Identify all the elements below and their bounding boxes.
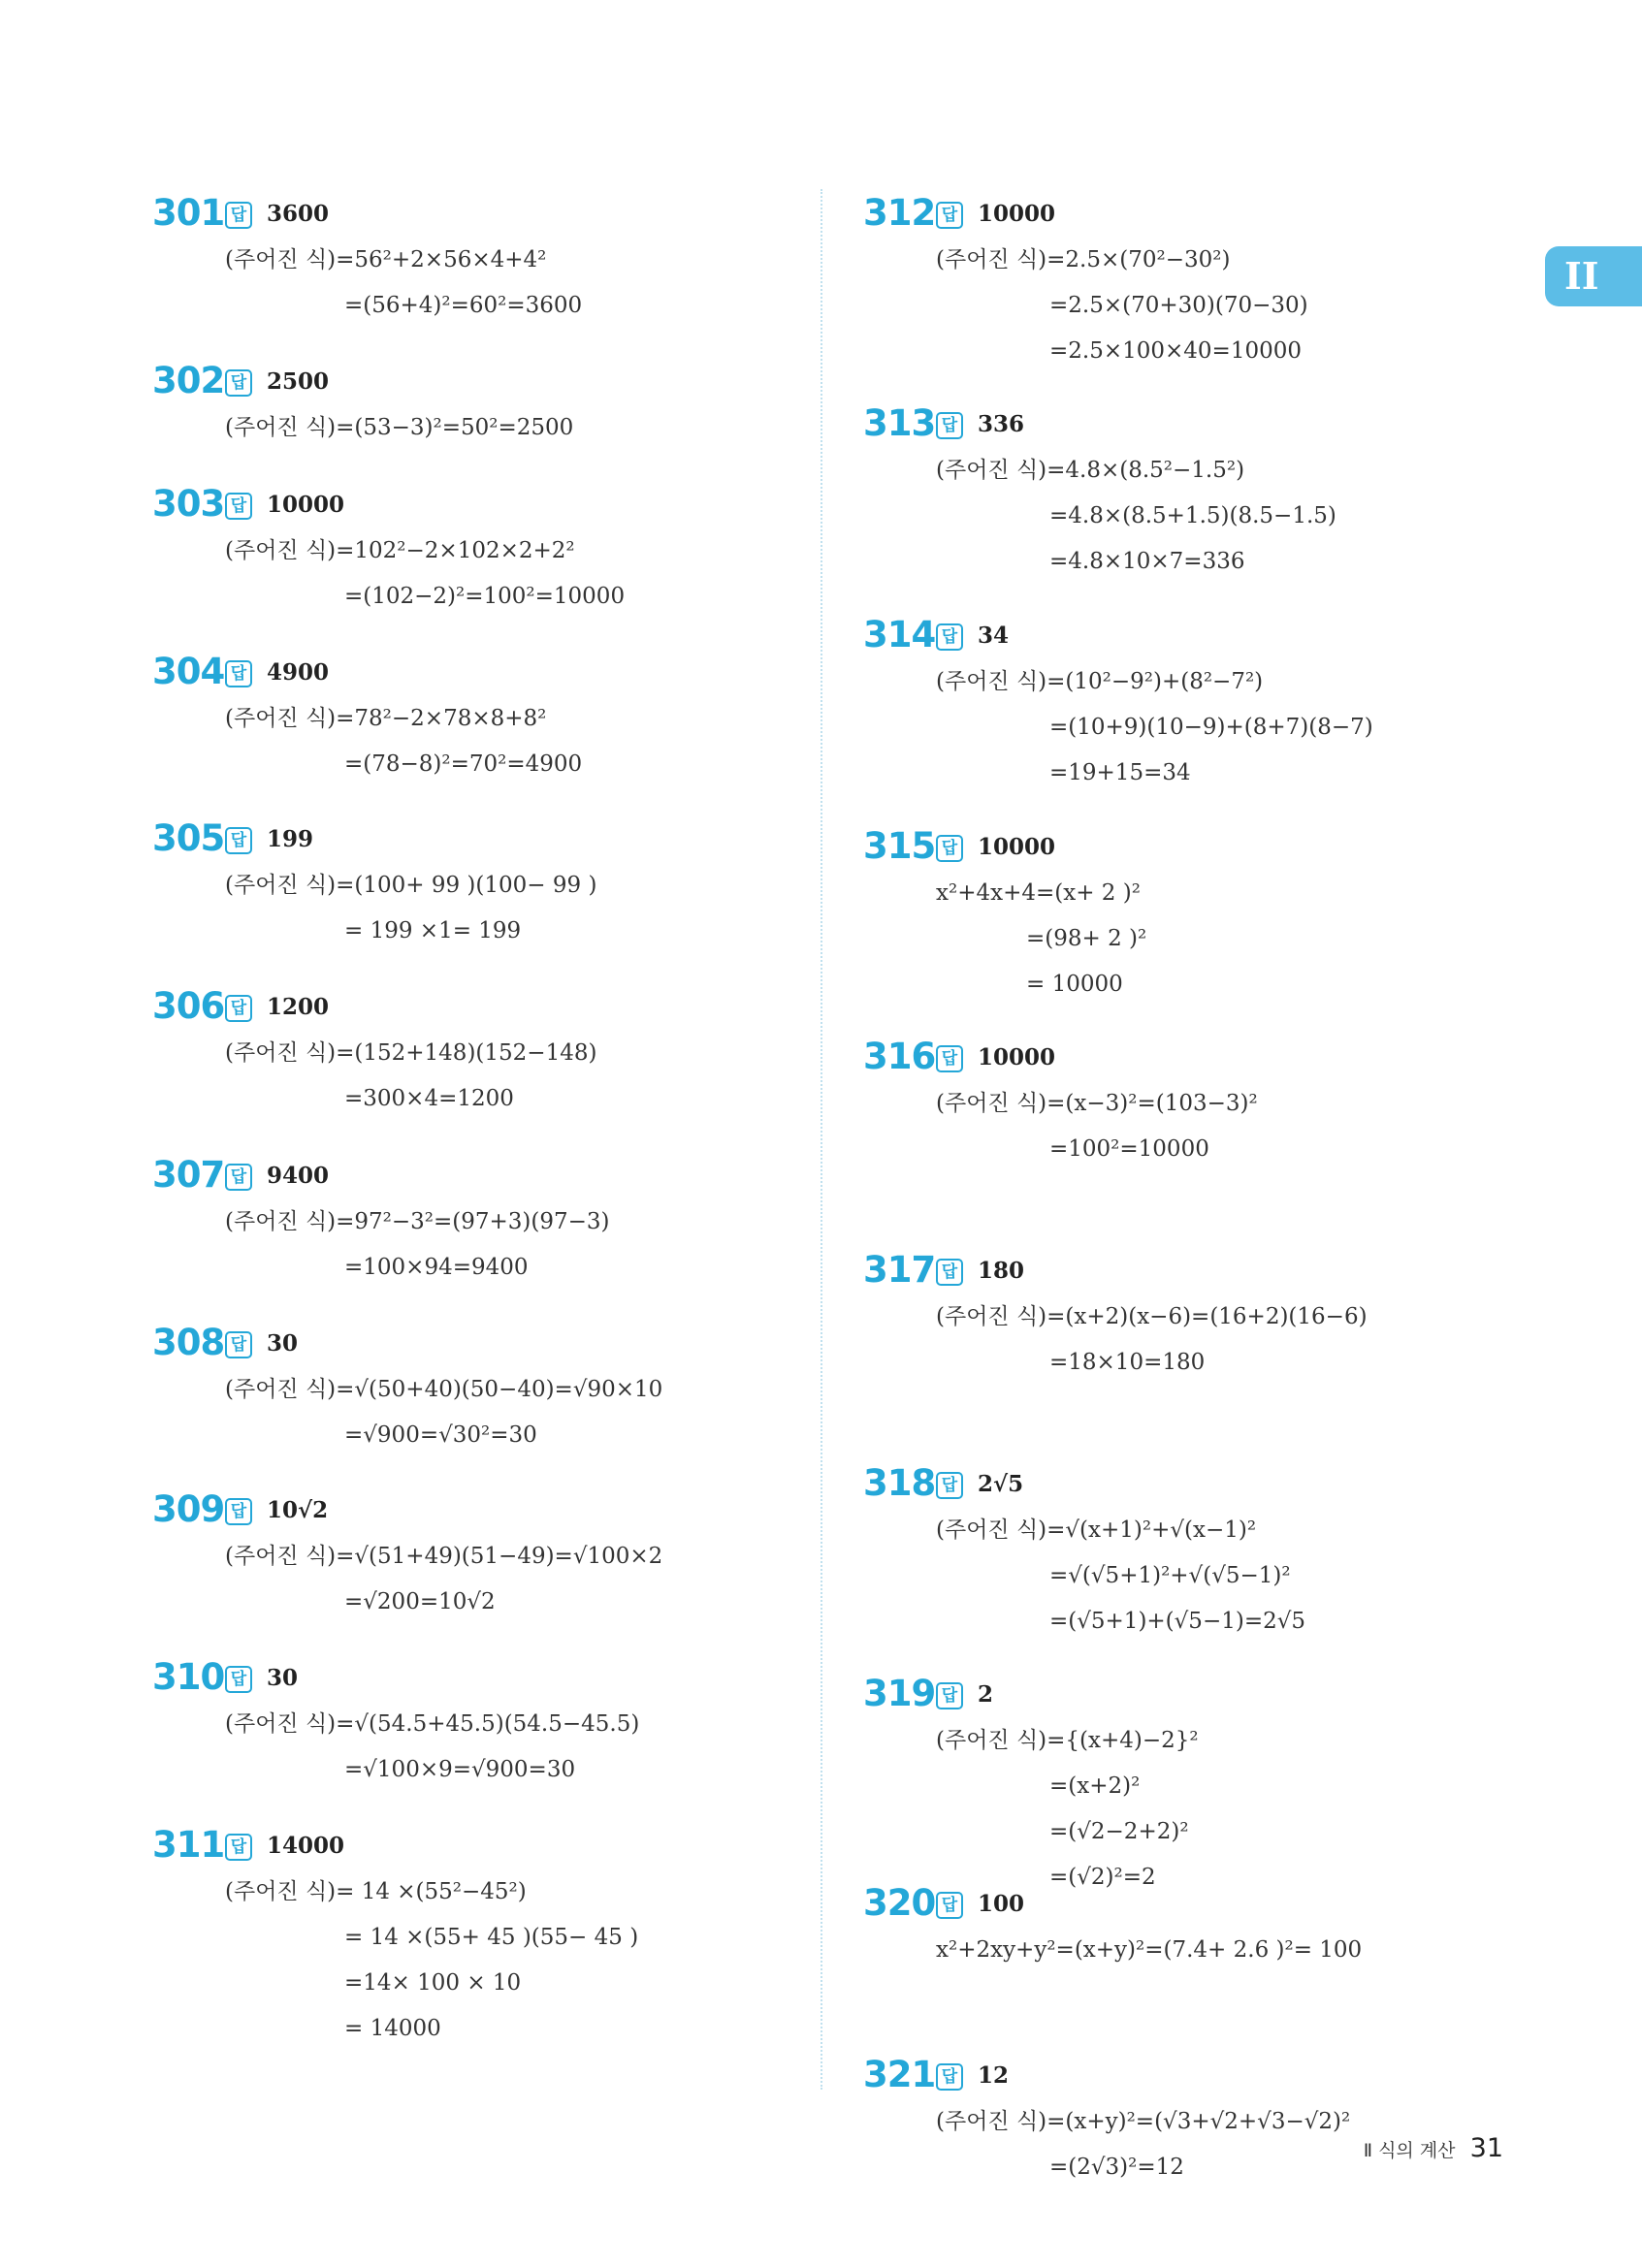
solution-line: =2.5×(70+30)(70−30)	[1049, 293, 1308, 318]
answer-value: 30	[267, 1330, 299, 1357]
chapter-tab: II	[1545, 246, 1642, 306]
solution-line: (주어진 식)=4.8×(8.5²−1.5²)	[936, 458, 1245, 483]
answer-value: 9400	[267, 1163, 330, 1189]
solution-line: (주어진 식)=(x+2)(x−6)=(16+2)(16−6)	[936, 1304, 1368, 1329]
solution-line: =18×10=180	[1049, 1350, 1206, 1375]
solution-line: x²+2xy+y²=(x+y)²=(7.4+ 2.6 )²= 100	[936, 1937, 1363, 1963]
answer-badge-icon: 답	[225, 660, 252, 687]
problem-number: 316	[863, 1036, 936, 1077]
solution-line: =14× 100 × 10	[344, 1970, 522, 1996]
solution-line: =√100×9=√900=30	[344, 1757, 576, 1782]
answer-value: 180	[978, 1258, 1025, 1284]
problem-number: 307	[152, 1154, 225, 1196]
solution-line: (주어진 식)=√(50+40)(50−40)=√90×10	[225, 1377, 663, 1402]
solution-line: (주어진 식)=√(54.5+45.5)(54.5−45.5)	[225, 1711, 640, 1737]
solution-line: =(10+9)(10−9)+(8+7)(8−7)	[1049, 715, 1373, 740]
answer-value: 4900	[267, 659, 330, 686]
solution-line: =(x+2)²	[1049, 1773, 1141, 1799]
solution-line: =(78−8)²=70²=4900	[344, 751, 583, 777]
solution-line: =(98+ 2 )²	[1026, 926, 1147, 951]
solution-line: (주어진 식)=(100+ 99 )(100− 99 )	[225, 873, 597, 898]
page-footer	[1364, 2133, 1503, 2163]
solution-line: (주어진 식)=97²−3²=(97+3)(97−3)	[225, 1209, 610, 1234]
answer-value: 2√5	[978, 1471, 1024, 1497]
answer-badge-icon: 답	[936, 202, 963, 229]
problem-number: 308	[152, 1322, 225, 1363]
solution-line: = 199 ×1= 199	[344, 918, 522, 943]
answer-value: 2	[978, 1681, 994, 1708]
answer-badge-icon: 답	[225, 369, 252, 397]
answer-badge-icon: 답	[225, 1666, 252, 1693]
problem-number: 310	[152, 1656, 225, 1698]
problem-number: 315	[863, 825, 936, 867]
solution-line: =(102−2)²=100²=10000	[344, 584, 626, 609]
problem-number: 306	[152, 985, 225, 1027]
answer-value: 10000	[978, 834, 1056, 860]
solution-line: =√(√5+1)²+√(√5−1)²	[1049, 1563, 1291, 1588]
footer-section: Ⅱ 식의 계산	[1363, 2140, 1456, 2161]
solution-line: (주어진 식)=(x−3)²=(103−3)²	[936, 1091, 1258, 1116]
problem-number: 312	[863, 192, 936, 234]
answer-value: 1200	[267, 994, 330, 1020]
problem-number: 314	[863, 614, 936, 655]
solution-line: (주어진 식)=(x+y)²=(√3+√2+√3−√2)²	[936, 2109, 1351, 2134]
answer-value: 10000	[978, 1044, 1056, 1070]
answer-badge-icon: 답	[225, 827, 252, 854]
problem-number: 319	[863, 1673, 936, 1714]
solution-line: =(√2)²=2	[1049, 1865, 1156, 1890]
solution-line: =100×94=9400	[344, 1255, 529, 1280]
problem-number: 313	[863, 402, 936, 444]
solution-line: =(56+4)²=60²=3600	[344, 293, 583, 318]
answer-value: 199	[267, 826, 314, 852]
answer-badge-icon: 답	[936, 1259, 963, 1286]
solution-line: = 14000	[344, 2016, 441, 2041]
solution-line: =4.8×10×7=336	[1049, 549, 1245, 574]
solution-line: = 14 ×(55+ 45 )(55− 45 )	[344, 1925, 639, 1950]
answer-value: 14000	[267, 1833, 345, 1859]
solution-line: (주어진 식)=(152+148)(152−148)	[225, 1040, 597, 1066]
answer-badge-icon: 답	[225, 1498, 252, 1525]
solution-line: =(√2−2+2)²	[1049, 1819, 1189, 1844]
solution-line: =4.8×(8.5+1.5)(8.5−1.5)	[1049, 503, 1336, 528]
answer-value: 336	[978, 411, 1025, 437]
problem-number: 320	[863, 1882, 936, 1924]
problem-number: 321	[863, 2054, 936, 2095]
solution-line: =19+15=34	[1049, 760, 1191, 785]
answer-value: 12	[978, 2062, 1010, 2089]
answer-value: 10000	[978, 201, 1056, 227]
solution-line: = 10000	[1026, 972, 1123, 997]
solution-line: (주어진 식)=2.5×(70²−30²)	[936, 247, 1231, 272]
problem-number: 302	[152, 360, 225, 401]
answer-badge-icon: 답	[936, 1682, 963, 1709]
problem-number: 309	[152, 1488, 225, 1530]
answer-badge-icon: 답	[936, 623, 963, 651]
problem-number: 303	[152, 483, 225, 525]
solution-line: =100²=10000	[1049, 1136, 1209, 1162]
answer-badge-icon: 답	[225, 1164, 252, 1191]
solution-line: (주어진 식)=78²−2×78×8+8²	[225, 706, 547, 731]
answer-value: 2500	[267, 368, 330, 395]
solution-line: =(2√3)²=12	[1049, 2155, 1184, 2180]
solution-line: (주어진 식)=56²+2×56×4+4²	[225, 247, 547, 272]
solution-line: =300×4=1200	[344, 1086, 514, 1111]
answer-badge-icon: 답	[936, 412, 963, 439]
answer-badge-icon: 답	[936, 1892, 963, 1919]
answer-value: 30	[267, 1665, 299, 1691]
answer-badge-icon: 답	[936, 1472, 963, 1499]
answer-value: 34	[978, 623, 1010, 649]
answer-value: 100	[978, 1891, 1025, 1917]
answer-badge-icon: 답	[225, 1331, 252, 1358]
problem-number: 311	[152, 1824, 225, 1866]
solution-line: (주어진 식)=√(51+49)(51−49)=√100×2	[225, 1544, 663, 1569]
page-number: 31	[1469, 2133, 1503, 2163]
answer-badge-icon: 답	[225, 1834, 252, 1861]
solution-line: =(√5+1)+(√5−1)=2√5	[1049, 1609, 1306, 1634]
problem-number: 318	[863, 1462, 936, 1504]
solution-line: (주어진 식)=(10²−9²)+(8²−7²)	[936, 669, 1264, 694]
solution-line: =√200=10√2	[344, 1589, 496, 1614]
problem-number: 301	[152, 192, 225, 234]
answer-badge-icon: 답	[225, 202, 252, 229]
problem-number: 304	[152, 651, 225, 692]
solution-line: (주어진 식)=√(x+1)²+√(x−1)²	[936, 1517, 1257, 1543]
solution-line: (주어진 식)={(x+4)−2}²	[936, 1728, 1199, 1753]
answer-badge-icon: 답	[936, 1045, 963, 1072]
answer-value: 3600	[267, 201, 330, 227]
solution-line: =2.5×100×40=10000	[1049, 338, 1302, 364]
answer-badge-icon: 답	[225, 493, 252, 520]
problem-number: 317	[863, 1249, 936, 1291]
solution-line: x²+4x+4=(x+ 2 )²	[936, 880, 1141, 906]
answer-badge-icon: 답	[225, 995, 252, 1022]
answer-badge-icon: 답	[936, 835, 963, 862]
problem-number: 305	[152, 817, 225, 859]
answer-badge-icon: 답	[936, 2063, 963, 2091]
solution-line: (주어진 식)= 14 ×(55²−45²)	[225, 1879, 527, 1904]
answer-value: 10√2	[267, 1497, 329, 1523]
solution-line: (주어진 식)=102²−2×102×2+2²	[225, 538, 575, 563]
solution-line: (주어진 식)=(53−3)²=50²=2500	[225, 415, 574, 440]
column-divider	[821, 189, 822, 2090]
answer-value: 10000	[267, 492, 345, 518]
solution-line: =√900=√30²=30	[344, 1422, 537, 1448]
